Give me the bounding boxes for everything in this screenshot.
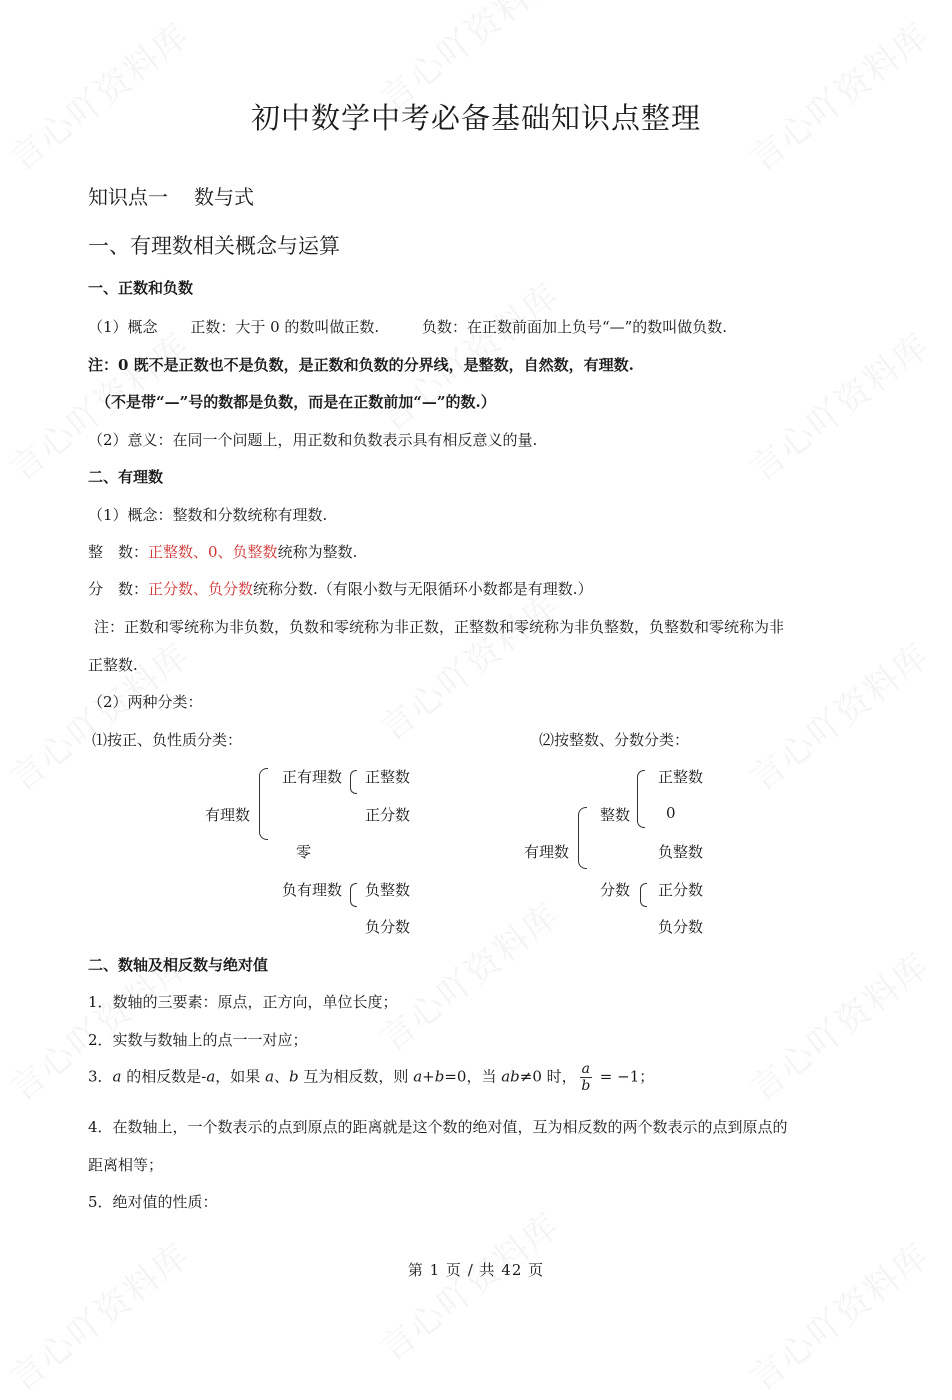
class2-fraction: 分数	[600, 881, 631, 899]
class2-positive-integer: 正整数	[658, 768, 704, 786]
page-title: 初中数学中考必备基础知识点整理	[250, 101, 701, 135]
item-3-text: ≠0 时，	[519, 1067, 577, 1086]
item-1: 1．数轴的三要素：原点，正方向，单位长度；	[88, 993, 398, 1011]
item-2: 2．实数与数轴上的点一一对应；	[88, 1031, 308, 1049]
item-3	[88, 1062, 654, 1093]
class2-positive-fraction: 正分数	[658, 881, 704, 899]
integer-rest: 统称为整数.	[277, 543, 358, 561]
integer-label: 整 数：	[88, 543, 149, 561]
integer-highlight: 正整数、0、负整数	[148, 543, 278, 561]
class2-root: 有理数	[524, 843, 570, 861]
page-footer: 第 1 页 / 共 42 页	[407, 1261, 545, 1279]
meaning-line: （2）意义：在同一个问题上，用正数和负数表示具有相反意义的量.	[88, 431, 538, 449]
integer-definition	[88, 541, 357, 562]
item-3-text: 互为相反数，则	[298, 1067, 414, 1086]
expr-a-plus-b: a+b	[413, 1067, 445, 1086]
brace-icon	[259, 768, 268, 840]
class1-negative: 负有理数	[282, 881, 343, 899]
subsection-heading-pos-neg: 一、正数和负数	[88, 279, 194, 297]
knowledge-point-label: 知识点一	[88, 185, 168, 209]
class2-integer: 整数	[600, 806, 631, 824]
classification-1-title: ⑴按正、负性质分类：	[92, 731, 243, 749]
item-3-text: 的相反数是-	[121, 1067, 207, 1086]
knowledge-point-heading	[88, 181, 254, 210]
rational-concept: （1）概念：整数和分数统称有理数.	[88, 506, 328, 524]
item-4-line2: 距离相等；	[88, 1156, 164, 1174]
var-b: b	[289, 1067, 299, 1086]
brace-icon	[640, 883, 647, 907]
fraction-numerator: a	[581, 1061, 591, 1077]
note-nonneg-line1: 注：正数和零统称为非负数，负数和零统称为非正数，正整数和零统称为非负整数，负整数和零统称为非	[94, 618, 785, 636]
brace-icon	[350, 770, 357, 794]
var-a: a	[112, 1067, 122, 1086]
class1-positive-integer: 正整数	[365, 768, 411, 786]
class1-zero: 零	[296, 843, 312, 861]
fraction-label: 分 数：	[88, 580, 149, 598]
class1-negative-integer: 负整数	[365, 881, 411, 899]
section-heading-rational: 一、有理数相关概念与运算	[88, 234, 340, 258]
fraction-rest: 统称分数.（有限小数与无限循环小数都是有理数.）	[253, 580, 593, 598]
class1-positive-fraction: 正分数	[365, 806, 411, 824]
section-heading-number-line: 二、数轴及相反数与绝对值	[88, 956, 269, 974]
item-3-text: ，如果	[215, 1067, 266, 1086]
item-3-text: = −1；	[595, 1067, 655, 1086]
brace-icon	[578, 807, 587, 869]
item-4-line1: 4．在数轴上，一个数表示的点到原点的距离就是这个数的绝对值，互为相反数的两个数表示的点到原点的	[88, 1118, 788, 1136]
class2-negative-fraction: 负分数	[658, 918, 704, 936]
two-classifications: （2）两种分类：	[88, 693, 203, 711]
positive-definition: 正数：大于 0 的数叫做正数.	[190, 318, 380, 336]
concept-line	[88, 316, 727, 337]
concept-prefix: （1）概念	[88, 318, 158, 336]
note-nonneg-line2: 正整数.	[88, 656, 138, 674]
fraction-denominator: b	[581, 1078, 591, 1094]
subsection-heading-rational: 二、有理数	[88, 468, 164, 486]
class1-positive: 正有理数	[282, 768, 343, 786]
knowledge-point-name: 数与式	[194, 185, 254, 209]
fraction-a-over-b	[580, 1062, 592, 1093]
class1-root: 有理数	[205, 806, 251, 824]
fraction-highlight: 正分数、负分数	[148, 580, 254, 598]
class2-negative-integer: 负整数	[658, 843, 704, 861]
negative-definition: 负数：在正数前面加上负号“—”的数叫做负数.	[421, 318, 728, 336]
var-a: a	[206, 1067, 216, 1086]
var-a: a	[265, 1067, 275, 1086]
note-zero: 注：0 既不是正数也不是负数，是正数和负数的分界线，是整数，自然数，有理数.	[88, 356, 634, 374]
brace-icon	[350, 883, 357, 907]
fraction-definition	[88, 578, 593, 599]
expr-ab: ab	[501, 1067, 520, 1086]
item-3-text: 3．	[88, 1067, 113, 1086]
item-5: 5．绝对值的性质：	[88, 1193, 218, 1211]
note-negative-sign: （不是带“—”号的数都是负数，而是在正数前加“—”的数.）	[96, 393, 496, 411]
item-3-text: 、	[274, 1067, 290, 1086]
classification-2-title: ⑵按整数、分数分类：	[539, 731, 690, 749]
item-3-text: =0，当	[444, 1067, 502, 1086]
class1-negative-fraction: 负分数	[365, 918, 411, 936]
brace-icon	[637, 770, 645, 828]
class2-zero: 0	[666, 804, 676, 822]
